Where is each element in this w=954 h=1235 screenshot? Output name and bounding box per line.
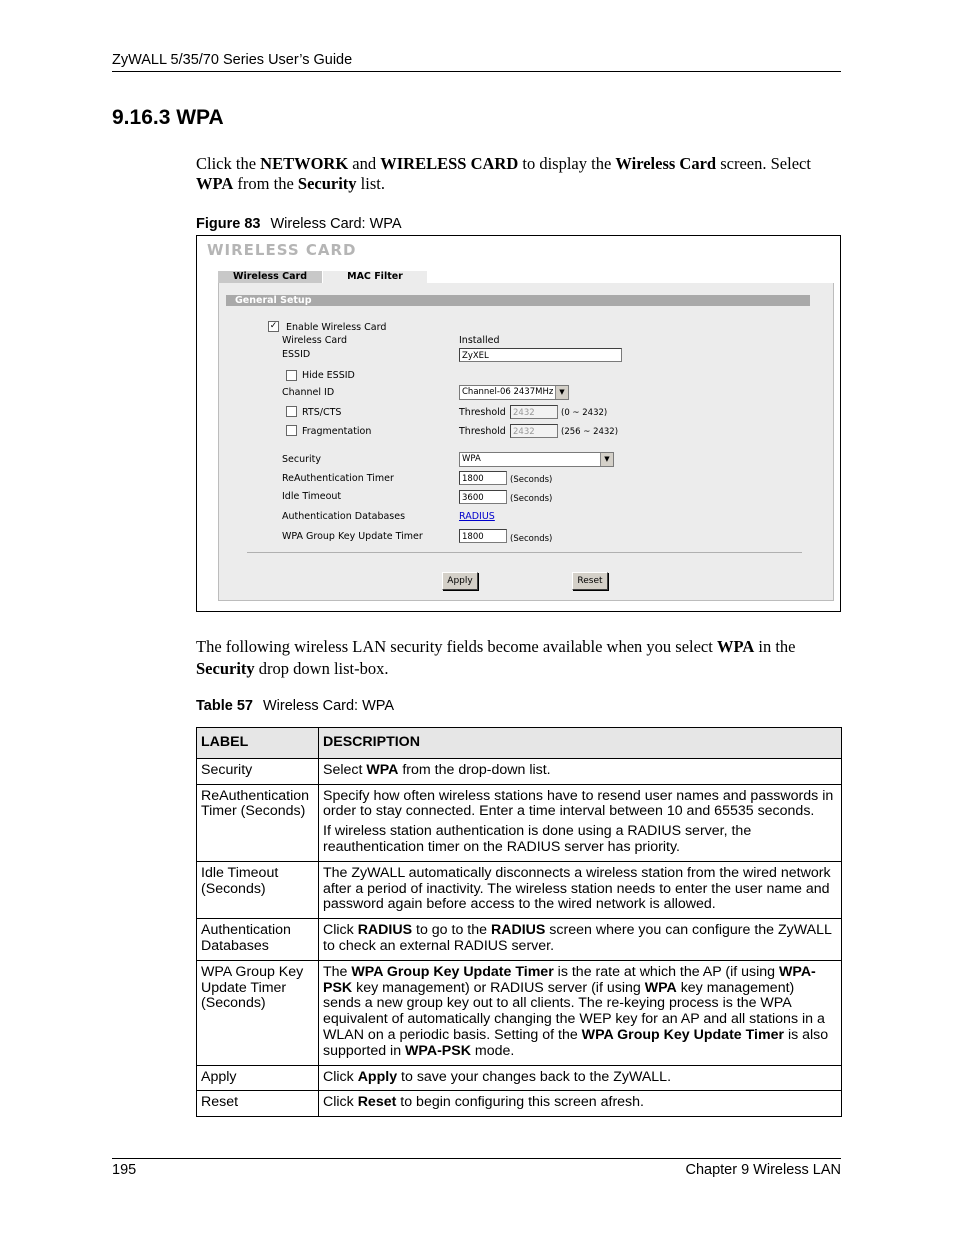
desc-text: to go to the [412,922,491,939]
idle-unit: (Seconds) [510,494,553,504]
apply-button[interactable]: Apply [442,572,478,590]
desc-text: Click [323,1094,358,1111]
channel-select-value: Channel-06 2437MHz [462,387,554,397]
row-description [319,758,842,784]
figure-caption [196,216,402,232]
reauth-timer-label: ReAuthentication Timer [282,473,394,484]
chevron-down-icon: ▼ [600,453,613,466]
intro-paragraph [196,154,841,194]
desc-text: from the drop-down list. [398,761,551,778]
desc-paragraph: Specify how often wireless stations have to resend user names and passwords in order to stay connected. Enter a time interval between 10 and 65535 seconds. [323,787,834,820]
intro-bold: WPA [196,174,234,193]
row-description [319,919,842,961]
table-row [197,758,842,784]
para-bold: WPA [716,637,755,656]
channel-select[interactable] [459,385,569,400]
reset-button[interactable]: Reset [572,572,608,590]
desc-text: is the rate at which the AP (if using [553,963,780,980]
desc-text: is also supported in [323,1026,829,1059]
column-header-label: LABEL [197,728,319,759]
desc-bold: RADIUS [357,922,413,939]
radius-link[interactable]: RADIUS [459,511,495,522]
desc-bold: Apply [357,1068,398,1085]
table-row [197,1091,842,1117]
desc-text: to begin configuring this screen afresh. [396,1094,644,1111]
channel-id-label: Channel ID [282,387,335,398]
group-key-timer-label: WPA Group Key Update Timer [282,531,423,542]
table-row [197,919,842,961]
para-text: in the [754,637,796,656]
auth-databases-label: Authentication Databases [282,511,406,522]
rts-range: (0 ~ 2432) [561,408,608,418]
desc-text: key management) or RADIUS server (if using [352,979,645,996]
row-description [319,784,842,861]
intro-text: list. [356,174,385,193]
frag-threshold-label: Threshold [459,426,506,437]
row-label: Reset [197,1091,319,1117]
figure-caption-label: Figure 83 [196,216,261,232]
row-label: WPA Group Key Update Timer (Seconds) [197,960,319,1065]
desc-text: screen where you can configure the ZyWALL to check an external RADIUS server. [323,922,832,954]
tab-wireless-card[interactable]: Wireless Card [218,271,322,284]
group-key-timer-input[interactable]: 1800 [459,529,507,543]
security-fields-paragraph [196,636,841,679]
chevron-down-icon: ▼ [555,386,568,399]
desc-text: Select [323,761,367,778]
table-row [197,1065,842,1091]
desc-text: mode. [470,1042,515,1059]
desc-text: Click [323,1068,358,1085]
column-header-description: DESCRIPTION [319,728,842,759]
table-caption-text: Wireless Card: WPA [262,698,395,714]
intro-text: and [348,154,381,173]
page-number: 195 [112,1162,137,1178]
intro-text: to display the [518,154,616,173]
desc-bold: WPA [366,761,399,778]
table-row [197,861,842,918]
intro-bold: Security [297,174,357,193]
row-label: Authentication Databases [197,919,319,961]
row-label: ReAuthentication Timer (Seconds) [197,784,319,861]
para-text: The following wireless LAN security fields become available when you select [196,637,717,656]
frag-threshold-input[interactable]: 2432 [510,424,558,438]
row-label: Apply [197,1065,319,1091]
desc-text: The [323,963,352,980]
fragmentation-label: Fragmentation [302,426,372,437]
form-divider [247,552,802,553]
intro-text: from the [233,174,298,193]
desc-bold: Reset [357,1094,397,1111]
security-label: Security [282,454,322,465]
fragmentation-checkbox[interactable] [286,425,297,436]
desc-bold: RADIUS [490,922,546,939]
intro-text: screen. Select [716,154,811,173]
desc-bold: WPA Group Key Update Timer [581,1026,785,1043]
checkmark-icon: ✓ [269,321,278,331]
group-key-unit: (Seconds) [510,534,553,544]
running-header: ZyWALL 5/35/70 Series User’s Guide [112,52,353,68]
frag-range: (256 ~ 2432) [561,427,619,437]
header-rule [112,71,841,72]
desc-bold: WPA-PSK [405,1042,471,1059]
row-description [319,1091,842,1117]
section-heading: 9.16.3 WPA [112,106,224,129]
rts-threshold-label: Threshold [459,407,506,418]
desc-bold: WPA Group Key Update Timer [351,963,554,980]
desc-text: to save your changes back to the ZyWALL. [397,1068,672,1085]
intro-text: Click the [196,154,261,173]
table-caption-label: Table 57 [196,698,253,714]
wireless-card-screenshot [196,235,841,612]
table-row [197,784,842,861]
intro-bold: Wireless Card [615,154,717,173]
row-description [319,1065,842,1091]
table-row [197,960,842,1065]
intro-bold: WIRELESS CARD [380,154,519,173]
rts-threshold-input[interactable]: 2432 [510,405,558,419]
desc-paragraph: If wireless station authentication is done using a RADIUS server, the reauthentication timer on the RADIUS server has priority. [323,823,752,855]
idle-timeout-input[interactable]: 3600 [459,490,507,504]
security-select-value: WPA [462,454,481,464]
figure-caption-text: Wireless Card: WPA [270,216,402,232]
screen-title: WIRELESS CARD [207,241,357,259]
row-label: Security [197,758,319,784]
footer-chapter: Chapter 9 Wireless LAN [685,1162,841,1178]
row-label: Idle Timeout (Seconds) [197,861,319,918]
row-description [319,960,842,1065]
hide-essid-checkbox[interactable] [286,370,297,381]
para-text: drop down list-box. [254,658,389,678]
enable-wireless-checkbox[interactable] [268,321,279,332]
desc-text: Click [323,922,358,939]
row-description: The ZyWALL automatically disconnects a wireless station from the wired network after a period of inactivity. The wireless station needs to enter the user name and password again before access to the wired network is allowed. [319,861,842,918]
rts-cts-label: RTS/CTS [302,407,342,418]
field-description-table [196,727,842,1117]
wireless-card-label: Wireless Card [282,335,347,346]
desc-bold: WPA-PSK [323,963,816,996]
desc-text: key management) sends a new group key out to all clients. The re-keying process is the WPA equivalent of automatically changing the WEP key for an AP and all stations in a WLAN on a periodic basis. Setting of the [323,979,825,1043]
general-setup-bar: General Setup [226,295,810,306]
reauth-unit: (Seconds) [510,475,553,485]
wireless-card-status: Installed [459,335,500,346]
idle-timeout-label: Idle Timeout [282,491,342,502]
tab-mac-filter[interactable]: MAC Filter [323,271,427,283]
essid-label: ESSID [282,349,311,360]
essid-input[interactable]: ZyXEL [459,348,622,362]
para-bold: Security [196,658,255,678]
table-header-row [197,728,842,759]
hide-essid-label: Hide ESSID [302,370,355,381]
rts-cts-checkbox[interactable] [286,406,297,417]
security-select[interactable] [459,452,614,467]
reauth-timer-input[interactable]: 1800 [459,471,507,485]
table-caption [196,698,394,714]
footer-rule [112,1158,841,1159]
desc-bold: WPA [644,979,677,996]
intro-bold: NETWORK [260,154,349,173]
enable-wireless-label: Enable Wireless Card [286,322,387,333]
